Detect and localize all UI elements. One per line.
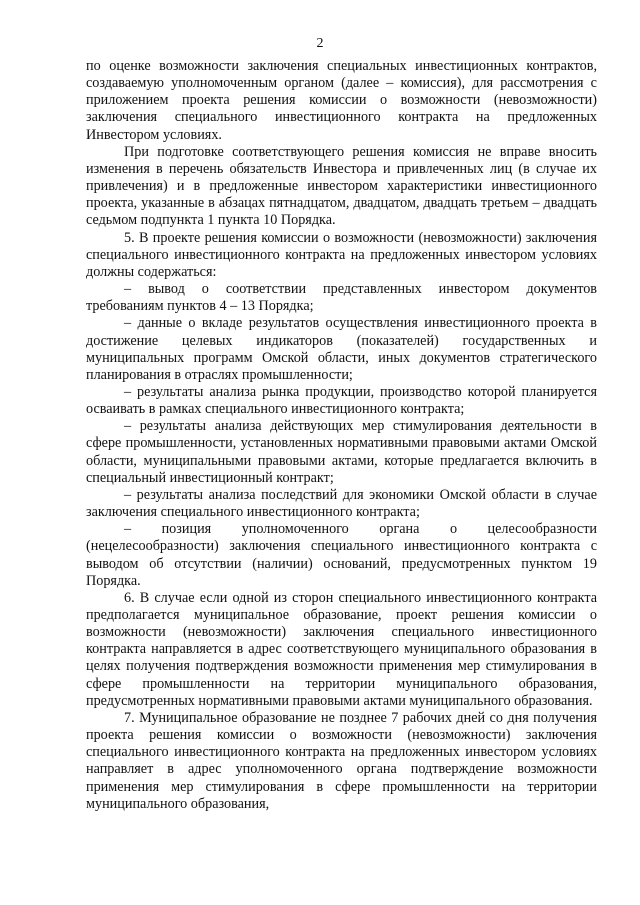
paragraph-item-5: 5. В проекте решения комиссии о возможности (невозможности) заключения специального инвестиционного контракта на предложенных инвестором условиях должны содержаться: (86, 229, 597, 280)
paragraph-item-7: 7. Муниципальное образование не позднее 7 рабочих дней со дня получения проекта решения комиссии о возможности (невозможности) заключения специального инвестиционного контракта на предложенных инвестором условиях направляет в адрес уполномоченного органа подтверждение возможности применения мер стимулирования в сфере промышленности на территории муниципального образования, (86, 709, 597, 812)
paragraph-item-6: 6. В случае если одной из сторон специального инвестиционного контракта предполагается муниципальное образование, проект решения комиссии о возможности (невозможности) заключения специального инвестиционного контракта направляется в адрес соответствующего муниципального образования в целях получения подтверждения возможности применения мер стимулирования в сфере промышленности на территории муниципального образования, предусмотренных нормативными правовыми актами муниципального образования. (86, 589, 597, 709)
page-number: 2 (316, 36, 324, 51)
list-item-market-analysis: – результаты анализа рынка продукции, производство которой планируется осваивать в рамках специального инвестиционного контракта; (86, 383, 597, 418)
list-item-economic-consequences: – результаты анализа последствий для экономики Омской области в случае заключения специального инвестиционного контракта; (86, 486, 597, 521)
list-item-authority-position: – позиция уполномоченного органа о целесообразности (нецелесообразности) заключения специального инвестиционного контракта с выводом об отсутствии (наличии) оснований, предусмотренных пунктом 19 Порядка. (86, 521, 597, 589)
paragraph-commission-intro: по оценке возможности заключения специальных инвестиционных контрактов, создаваемую уполномоченным органом (далее – комиссия), для рассмотрения с приложением проекта решения комиссии о возможности (невозможности) заключения специального инвестиционного контракта на предложенных Инвестором условиях. (86, 58, 597, 143)
list-item-incentive-analysis: – результаты анализа действующих мер стимулирования деятельности в сфере промышленности, установленных нормативными правовыми актами Омской области, муниципальными правовыми актами, которые предлагается включить в специальный инвестиционный контракт; (86, 418, 597, 486)
paragraph-commission-restrictions: При подготовке соответствующего решения комиссия не вправе вносить изменения в перечень обязательств Инвестора и привлеченных лиц (в случае их привлечения) и в предложенные инвестором характеристики инвестиционного проекта, указанные в абзацах пятнадцатом, двадцатом, двадцать третьем – двадцать седьмом подпункта 1 пункта 10 Порядка. (86, 143, 597, 229)
list-item-contribution-data: – данные о вкладе результатов осуществления инвестиционного проекта в достижение целевых индикаторов (показателей) государственных и муниципальных программ Омской области, иных документов стратегического планирования в отраслях промышленности; (86, 315, 597, 383)
list-item-conclusion: – вывод о соответствии представленных инвестором документов требованиям пунктов 4 – 13 Порядка; (86, 281, 597, 315)
document-body (86, 58, 597, 813)
